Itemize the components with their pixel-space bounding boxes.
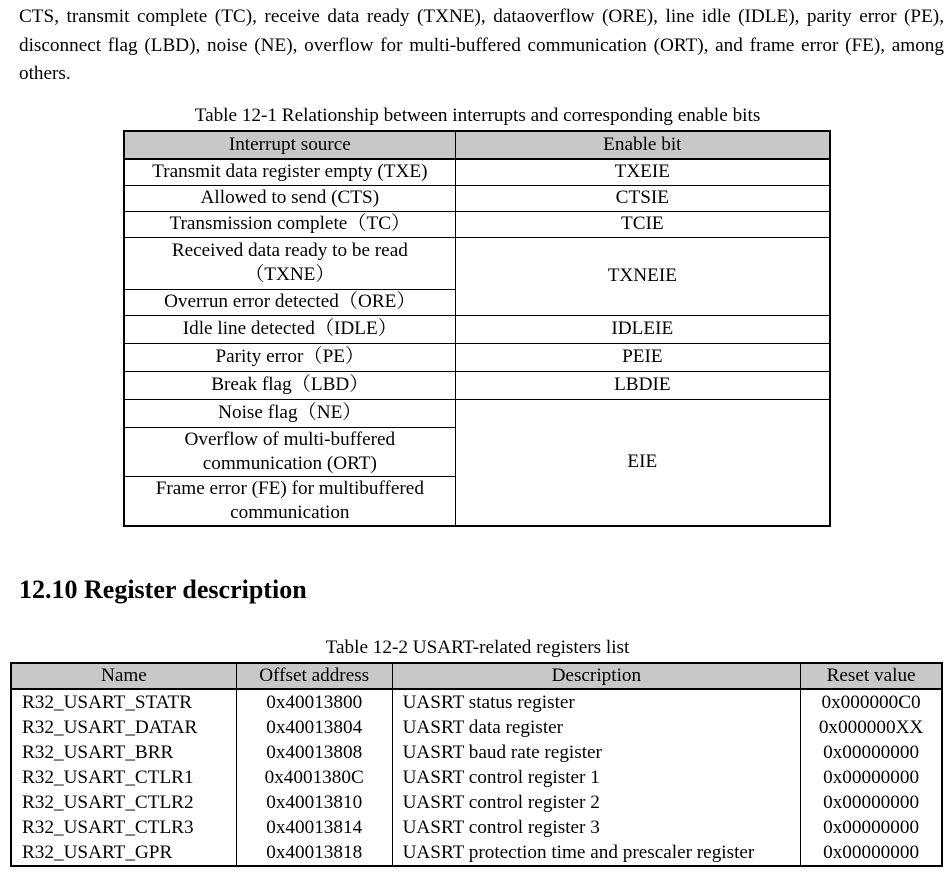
offset-address-cell: 0x40013814	[236, 815, 392, 840]
offset-address-cell: 0x40013808	[236, 740, 392, 765]
reset-value-cell: 0x00000000	[801, 815, 942, 840]
interrupt-source-cell: Overflow of multi-buffered communication (ORT)	[124, 427, 455, 476]
reset-value-cell: 0x00000000	[801, 840, 942, 866]
register-name-cell: R32_USART_CTLR2	[11, 790, 236, 815]
table-row	[11, 715, 942, 740]
table1-header-source: Interrupt source	[124, 131, 455, 159]
interrupt-source-cell: Transmission complete（TC）	[124, 211, 455, 237]
description-cell: UASRT control register 3	[392, 815, 801, 840]
table-row	[124, 343, 830, 371]
table-row	[11, 815, 942, 840]
interrupt-source-cell: Received data ready to be read （TXNE）	[124, 237, 455, 289]
table1-caption: Table 12-1 Relationship between interrupts and corresponding enable bits	[194, 105, 761, 126]
table-row	[11, 740, 942, 765]
enable-bit-cell: TXEIE	[455, 159, 830, 185]
enable-bit-cell: CTSIE	[455, 185, 830, 211]
section-heading: 12.10 Register description	[19, 575, 307, 604]
table-row	[11, 765, 942, 790]
description-cell: UASRT data register	[392, 715, 801, 740]
offset-address-cell: 0x40013804	[236, 715, 392, 740]
reset-value-cell: 0x00000000	[801, 740, 942, 765]
interrupt-source-cell: Noise flag（NE）	[124, 399, 455, 427]
enable-bit-cell: IDLEIE	[455, 315, 830, 343]
register-name-cell: R32_USART_GPR	[11, 840, 236, 866]
reset-value-cell: 0x000000XX	[801, 715, 942, 740]
enable-bit-cell: TCIE	[455, 211, 830, 237]
table1-header-enable: Enable bit	[455, 131, 830, 159]
interrupt-source-cell: Idle line detected（IDLE）	[124, 315, 455, 343]
offset-address-cell: 0x40013810	[236, 790, 392, 815]
interrupt-source-cell: Frame error (FE) for multibuffered communication	[124, 476, 455, 526]
offset-address-cell: 0x40013818	[236, 840, 392, 866]
table-row	[124, 371, 830, 399]
offset-address-cell: 0x40013800	[236, 689, 392, 715]
register-name-cell: R32_USART_CTLR3	[11, 815, 236, 840]
table2-caption: Table 12-2 USART-related registers list	[325, 637, 630, 658]
enable-bit-cell: TXNEIE	[455, 237, 830, 315]
table-row	[124, 237, 830, 289]
enable-bit-cell: EIE	[455, 399, 830, 526]
description-cell: UASRT status register	[392, 689, 801, 715]
table-row	[124, 185, 830, 211]
description-cell: UASRT protection time and prescaler register	[392, 840, 801, 866]
description-cell: UASRT baud rate register	[392, 740, 801, 765]
table-row	[11, 840, 942, 866]
table2-header-description: Description	[392, 663, 801, 689]
register-name-cell: R32_USART_CTLR1	[11, 765, 236, 790]
table-row	[124, 211, 830, 237]
register-name-cell: R32_USART_BRR	[11, 740, 236, 765]
offset-address-cell: 0x4001380C	[236, 765, 392, 790]
reset-value-cell: 0x00000000	[801, 790, 942, 815]
description-cell: UASRT control register 2	[392, 790, 801, 815]
interrupt-source-cell: Parity error（PE）	[124, 343, 455, 371]
register-name-cell: R32_USART_STATR	[11, 689, 236, 715]
reset-value-cell: 0x000000C0	[801, 689, 942, 715]
interrupt-source-cell: Transmit data register empty (TXE)	[124, 159, 455, 185]
table2-header-offset: Offset address	[236, 663, 392, 689]
enable-bit-cell: PEIE	[455, 343, 830, 371]
table2-header-name: Name	[11, 663, 236, 689]
table-row	[11, 790, 942, 815]
usart-registers-table	[10, 662, 943, 867]
table-row	[124, 159, 830, 185]
interrupt-enable-table	[123, 130, 831, 527]
intro-paragraph: CTS, transmit complete (TC), receive data ready (TXNE), dataoverflow (ORE), line idle (IDLE), parity error (PE), disconnect flag (LBD), noise (NE), overflow for multi-buffered communication (ORT), and frame error (FE), among others.	[19, 6, 944, 84]
table-row	[124, 399, 830, 427]
enable-bit-cell: LBDIE	[455, 371, 830, 399]
table-row	[11, 689, 942, 715]
reset-value-cell: 0x00000000	[801, 765, 942, 790]
interrupt-source-cell: Allowed to send (CTS)	[124, 185, 455, 211]
description-cell: UASRT control register 1	[392, 765, 801, 790]
table2-header-reset: Reset value	[801, 663, 942, 689]
table-row	[124, 315, 830, 343]
interrupt-source-cell: Overrun error detected（ORE）	[124, 289, 455, 315]
register-name-cell: R32_USART_DATAR	[11, 715, 236, 740]
interrupt-source-cell: Break flag（LBD）	[124, 371, 455, 399]
